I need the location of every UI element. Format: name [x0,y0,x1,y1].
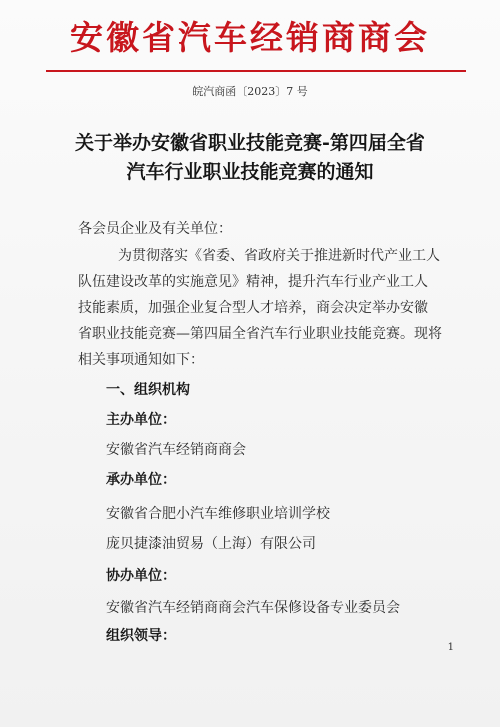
co-organizer-label: 协办单位： [106,568,176,584]
co-organizer-value: 安徽省汽车经销商商会汽车保修设备专业委员会 [106,600,400,616]
document-title-line-1: 关于举办安徽省职业技能竞赛-第四届全省 [75,132,425,154]
host-label: 主办单位： [106,412,176,428]
leadership-label: 组织领导： [106,628,176,644]
body-line: 队伍建设改革的实施意见》精神，提升汽车行业产业工人 [78,274,428,290]
section-heading-organization: 一、组织机构 [106,382,190,398]
organizer-label: 承办单位： [106,472,176,488]
body-line: 为贯彻落实《省委、省政府关于推进新时代产业工人 [118,248,440,264]
letterhead-red-rule [46,70,466,72]
page-number: 1 [447,642,454,653]
organizer-value: 安徽省合肥小汽车维修职业培训学校 [106,506,330,522]
body-line: 省职业技能竞赛—第四届全省汽车行业职业技能竞赛。现将 [78,326,442,342]
host-value: 安徽省汽车经销商商会 [106,442,246,458]
document-number: 皖汽商函〔2023〕7 号 [192,85,308,98]
salutation: 各会员企业及有关单位： [78,221,232,237]
body-line: 相关事项通知如下： [78,352,204,368]
document-title-line-2: 汽车行业职业技能竞赛的通知 [126,161,374,183]
body-line: 技能素质，加强企业复合型人才培养，商会决定举办安徽 [78,300,428,316]
organizer-value: 庞贝捷漆油贸易（上海）有限公司 [106,536,316,552]
letterhead-title: 安徽省汽车经销商商会 [70,18,430,57]
